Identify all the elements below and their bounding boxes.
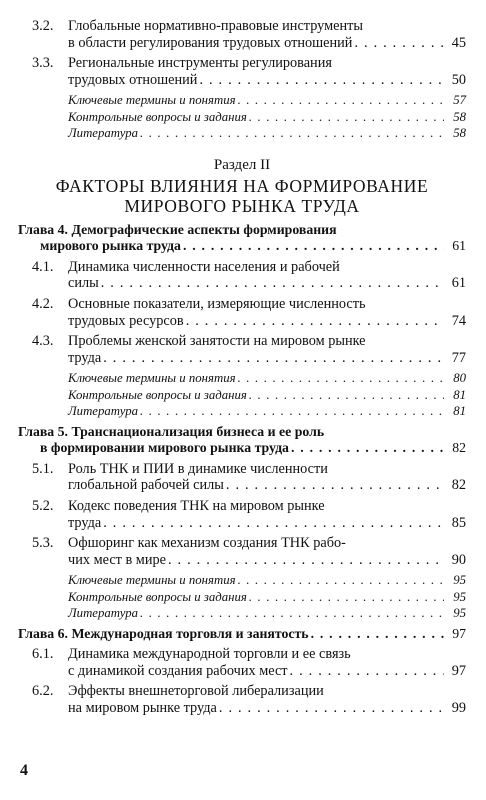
dot-leader [354,35,444,52]
page-number: 97 [451,662,466,679]
toc-aux-terms[interactable] [18,572,466,588]
dot-leader [238,92,444,108]
aux-title: Ключевые термины и понятия [68,371,236,386]
toc-chapter-4[interactable] [18,222,466,255]
toc-entry-5-3[interactable] [18,535,466,568]
page-number: 95 [453,589,466,604]
dot-leader [249,109,444,125]
section-number: 6.2. [32,683,54,700]
section-number: 5.1. [32,460,54,477]
section-title-last-line: труда [68,514,102,531]
page-number: 58 [453,126,466,141]
section-title-last-line: глобальной рабочей силы [68,477,224,494]
page-number: 95 [453,573,466,588]
dot-leader [311,626,444,643]
chapter-title-line: Глава 5. Транснационализация бизнеса и ее роль [18,423,325,439]
section-title-last-line: чих мест в мире [68,551,166,568]
dot-leader [291,440,444,457]
dot-leader [168,552,444,569]
aux-title: Контрольные вопросы и задания [68,109,247,124]
section-number: 3.2. [32,18,54,34]
toc-entry-4-3[interactable] [18,333,466,366]
page-number: 77 [451,349,466,366]
chapter-title-line: Глава 4. Демографические аспекты формирования [18,221,337,237]
aux-title: Ключевые термины и понятия [68,93,236,108]
section-title-last-line: с динамикой создания рабочих мест [68,662,288,679]
toc-entry-6-2[interactable] [18,683,466,716]
toc-entry-3-2[interactable] [18,18,466,51]
page-number: 57 [453,93,466,108]
page-number: 80 [453,371,466,386]
dot-leader [140,125,444,141]
toc-aux-questions[interactable] [18,109,466,125]
toc-entry-5-2[interactable] [18,498,466,531]
part-title-line: ФАКТОРЫ ВЛИЯНИЯ НА ФОРМИРОВАНИЕ [55,175,429,196]
aux-title: Контрольные вопросы и задания [68,589,247,604]
toc-aux-terms[interactable] [18,370,466,386]
aux-title: Литература [68,126,139,141]
section-number: 6.1. [32,646,54,663]
page-number: 45 [451,34,466,51]
toc-entry-4-1[interactable] [18,259,466,292]
toc-aux-terms[interactable] [18,92,466,108]
section-title-line: Проблемы женской занятости на мировом рынке [68,333,366,350]
dot-leader [238,572,444,588]
aux-title: Литература [68,606,139,621]
dot-leader [140,605,444,621]
section-title-line: Кодекс поведения ТНК на мировом рынке [68,497,325,514]
dot-leader [290,663,444,680]
section-title-last-line: в области регулирования трудовых отношений [68,34,353,51]
dot-leader [101,275,444,292]
section-number: 4.3. [32,333,54,350]
section-title-last-line: трудовых отношений [68,71,198,88]
section-number: 4.2. [32,295,54,312]
dot-leader [183,238,444,255]
table-of-contents [18,18,466,717]
aux-title: Контрольные вопросы и задания [68,387,247,402]
dot-leader [226,477,444,494]
dot-leader [103,350,444,367]
page-number: 50 [451,71,466,88]
section-title-last-line: трудовых ресурсов [68,312,184,329]
toc-aux-questions[interactable] [18,589,466,605]
section-title-line: Динамика международной торговли и ее связь [68,646,351,663]
toc-aux-questions[interactable] [18,387,466,403]
section-title-line: Региональные инструменты регулирования [68,55,332,72]
part-title [18,176,466,216]
page-number: 58 [453,109,466,124]
dot-leader [103,515,444,532]
dot-leader [219,700,444,717]
page-number: 90 [451,551,466,568]
toc-entry-4-2[interactable] [18,296,466,329]
section-number: 5.2. [32,497,54,514]
section-title-line: Эффекты внешнеторговой либерализации [68,683,324,700]
section-number: 5.3. [32,535,54,552]
chapter-title-last-line: в формировании мирового рынка труда [40,440,289,456]
toc-chapter-5[interactable] [18,424,466,457]
dot-leader [238,370,444,386]
page-number: 82 [452,440,466,456]
section-title-line: Глобальные нормативно-правовые инструменты [68,18,364,34]
section-title-line: Динамика численности населения и рабочей [68,258,340,275]
part-label: Раздел II [213,156,271,173]
section-title-last-line: труда [68,349,102,366]
toc-aux-literature[interactable] [18,125,466,141]
dot-leader [199,72,444,89]
section-number: 4.1. [32,258,54,275]
toc-aux-literature[interactable] [18,403,466,419]
page-number: 85 [451,514,466,531]
section-title-line: Основные показатели, измеряющие численность [68,295,366,312]
part-title-line: МИРОВОГО РЫНКА ТРУДА [124,195,360,216]
chapter-title-last-line: мирового рынка труда [40,238,181,254]
page-number: 74 [451,312,466,329]
toc-aux-literature[interactable] [18,605,466,621]
toc-entry-6-1[interactable] [18,646,466,679]
page-folio-number: 4 [20,762,28,779]
toc-entry-5-1[interactable] [18,461,466,494]
aux-title: Литература [68,404,139,419]
page-number: 82 [451,477,466,494]
dot-leader [140,403,444,419]
toc-entry-3-3[interactable] [18,55,466,88]
page-number: 99 [451,699,466,716]
section-title-line: Офшоринг как механизм создания ТНК рабо- [68,535,346,552]
dot-leader [249,387,444,403]
chapter-title-last-line: Глава 6. Международная торговля и занятость [18,625,309,641]
section-title-last-line: силы [68,275,99,292]
dot-leader [249,589,444,605]
page-number: 97 [452,625,466,641]
page-number: 61 [451,275,466,292]
aux-title: Ключевые термины и понятия [68,573,236,588]
page-number: 95 [453,606,466,621]
section-title-last-line: на мировом рынке труда [68,699,217,716]
page-number: 81 [453,387,466,402]
section-title-line: Роль ТНК и ПИИ в динамике численности [68,460,328,477]
dot-leader [186,313,444,330]
page-number: 61 [452,238,466,254]
section-number: 3.3. [32,55,54,72]
page-number: 81 [453,404,466,419]
toc-chapter-6[interactable] [18,626,466,643]
